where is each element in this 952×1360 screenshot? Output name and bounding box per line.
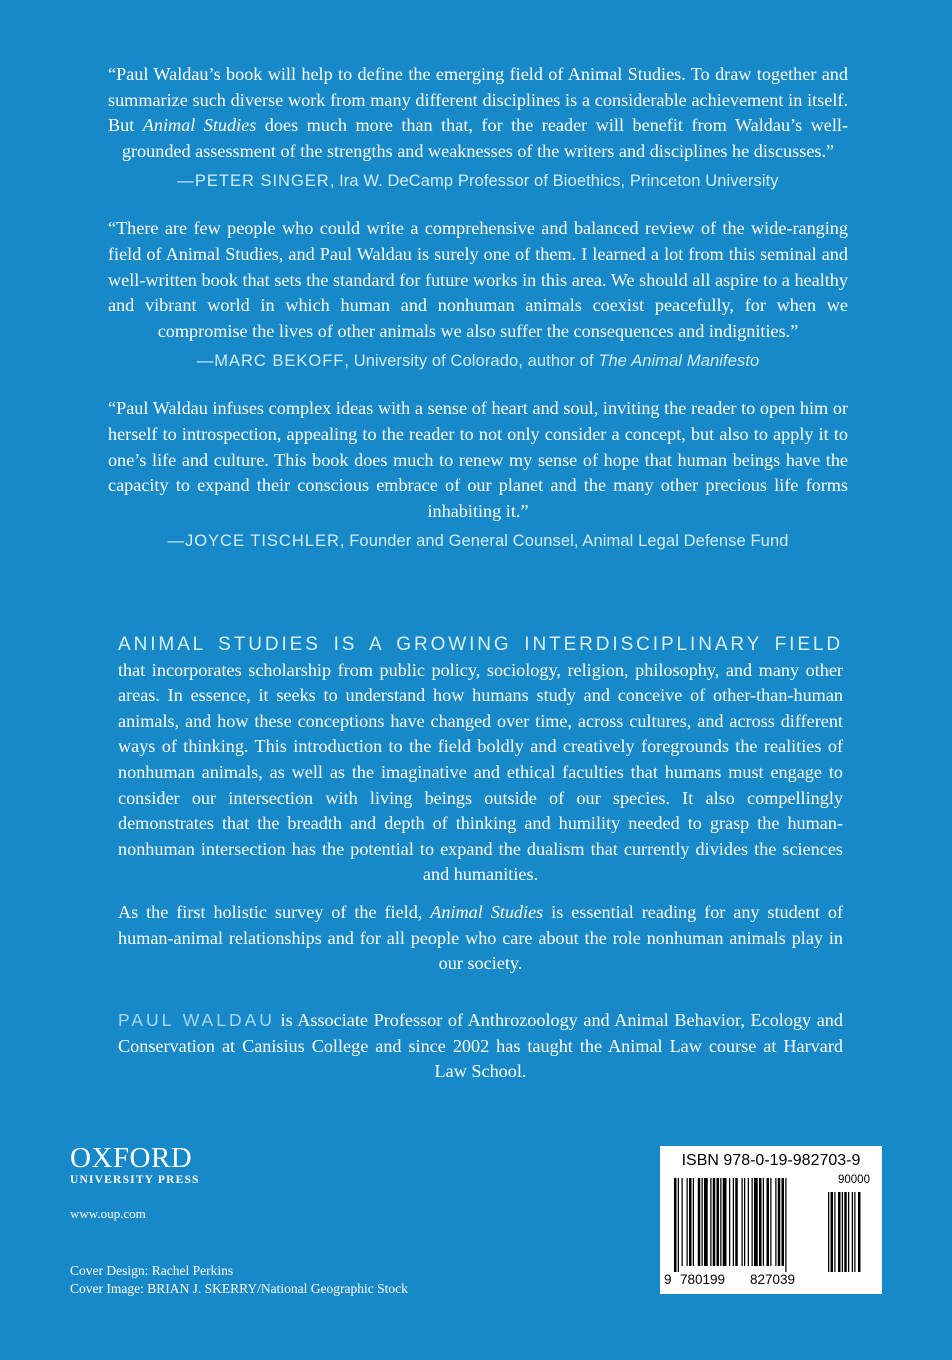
endorsement-attribution — [108, 530, 848, 552]
endorser-affiliation: , Ira W. DeCamp Professor of Bioethics, Princeton University — [329, 172, 779, 191]
barcode-bar — [687, 1178, 688, 1266]
barcode-bar — [767, 1178, 770, 1266]
book-description — [118, 632, 843, 977]
barcode-bar — [775, 1178, 776, 1266]
endorser-name: —JOYCE TISCHLER — [167, 532, 340, 551]
price-code: 90000 — [838, 1174, 870, 1186]
publisher-logo — [70, 1144, 200, 1186]
barcode-bar — [678, 1178, 679, 1272]
endorser-name: —MARC BEKOFF — [196, 352, 345, 371]
barcode-bar — [723, 1178, 727, 1266]
endorser-name: —PETER SINGER — [177, 172, 330, 191]
barcode-digits-right: 827039 — [750, 1272, 796, 1287]
book-title-italic: Animal Studies — [142, 115, 257, 136]
barcode-bar — [717, 1178, 720, 1266]
quote-text: “There are few people who could write a comprehensive and balanced review of the wide-ranging field of Animal Studies, and Paul Waldau is surely one of them. I learned a lot from this seminal and well-written book that sets the standard for future works in this area. We should all aspire to a healthy and vibrant world in which human and nonhuman animals coexist peacefully, for when we compromise the lives of other animals we also suffer the consequences and indignities.” — [108, 218, 848, 341]
barcode-digits-left: 780199 — [680, 1272, 726, 1287]
barcode-bar — [735, 1178, 738, 1266]
barcode-bar — [759, 1178, 762, 1266]
barcode-bar — [698, 1178, 701, 1266]
barcode-bar — [782, 1178, 785, 1266]
author-bio — [118, 1008, 843, 1085]
publisher-subtitle: UNIVERSITY PRESS — [70, 1174, 200, 1186]
barcode-bar — [733, 1178, 734, 1266]
barcode-bar — [720, 1178, 721, 1266]
endorser-work: The Animal Manifesto — [598, 352, 760, 371]
barcode-bar — [682, 1178, 683, 1266]
endorser-affiliation: , University of Colorado, author of — [344, 352, 599, 371]
barcode-addon-bar — [831, 1192, 834, 1272]
author-name: PAUL WALDAU — [118, 1010, 275, 1030]
isbn-barcode — [660, 1146, 882, 1294]
barcode-bar — [748, 1178, 749, 1266]
barcode-bar — [778, 1178, 781, 1266]
barcode-bar — [693, 1178, 694, 1266]
cover-design-credit: Cover Design: Rachel Perkins — [70, 1263, 234, 1278]
barcode-digit-first: 9 — [664, 1272, 672, 1287]
barcode-bar — [742, 1178, 743, 1266]
barcode-bar — [752, 1178, 753, 1266]
barcode-addon-bar — [828, 1192, 829, 1272]
barcode-bar — [710, 1178, 711, 1266]
publisher-url: www.oup.com — [70, 1206, 146, 1221]
barcode-bar — [702, 1178, 703, 1266]
author-bio-text: is Associate Professor of Anthrozoology and Animal Behavior, Ecology and Conservation at Canisius College and since 2002 has taught the Animal Law course at Harvard Law School. — [118, 1010, 843, 1082]
description-text: that incorporates scholarship from public policy, sociology, religion, philosophy, and many other areas. In essence, it seeks to understand how humans study and conceive of other-than-human animals, and how these conceptions have changed over time, across cultures, and across different ways of thinking. This introduction to the field boldly and creatively foregrounds the realities of nonhuman animals, as well as the imaginative and ethical faculties that humans must engage to consider our intersection with living beings outside of our species. It also compellingly demonstrates that the breadth and depth of thinking and humility needed to grasp the human-nonhuman intersection has the potential to expand the dualism that currently divides the sciences and humanities. — [118, 659, 843, 885]
barcode-addon-bar — [854, 1192, 855, 1272]
barcode-bar — [689, 1178, 692, 1266]
barcode-bar — [770, 1178, 771, 1266]
barcode-bar — [729, 1178, 730, 1266]
endorsement-attribution — [108, 170, 848, 192]
description-lead-caps: ANIMAL STUDIES IS A GROWING INTERDISCIPLINARY FIELD — [118, 634, 843, 655]
barcode-bar — [674, 1178, 677, 1272]
barcode-addon-bar — [838, 1192, 841, 1272]
description-paragraph-1 — [118, 632, 843, 888]
description-text: is essential reading for any student of human-animal relationships and for all people who care about the role nonhuman animals play in our society. — [118, 901, 844, 974]
quote-text: does much more than that, for the reader will benefit from Waldau’s well-grounded assessment of the strengths and weaknesses of the writers and disciplines he discusses.” — [121, 115, 849, 161]
barcode-bars — [666, 1178, 878, 1274]
endorser-affiliation: , Founder and General Counsel, Animal Legal Defense Fund — [339, 532, 789, 551]
barcode-addon-bar — [834, 1192, 835, 1272]
barcode-addon-bar — [844, 1192, 847, 1272]
endorsement-quote — [108, 216, 848, 344]
endorsement-tischler — [108, 396, 848, 552]
barcode-bar — [763, 1178, 764, 1266]
barcode-bar — [785, 1178, 786, 1272]
cover-image-credit: Cover Image: BRIAN J. SKERRY/National Geographic Stock — [70, 1281, 408, 1296]
barcode-bar — [744, 1178, 745, 1266]
barcode-addon-bar — [848, 1192, 849, 1272]
quote-text: “Paul Waldau infuses complex ideas with a sense of heart and soul, inviting the reader to open him or herself to introspection, appealing to the reader to not only consider a concept, but also to apply it to one’s life and culture. This book does much to renew my sense of hope that human beings have the capacity to expand their conscious embrace of our planet and the many other precious life forms inhabiting it.” — [108, 398, 848, 521]
cover-credits — [70, 1262, 408, 1298]
barcode-bar — [754, 1178, 758, 1266]
barcode-bar — [713, 1178, 716, 1266]
description-paragraph-2 — [118, 900, 843, 977]
description-text: As the first holistic survey of the field, — [118, 901, 431, 922]
endorsement-bekoff — [108, 216, 848, 372]
endorsement-attribution — [108, 350, 848, 372]
isbn-number: ISBN 978-0-19-982703-9 — [681, 1152, 861, 1169]
quote-text: “Paul Waldau’s book will help to define the emerging field of Animal Studies. To draw together and summarize such diverse work from many different disciplines is a considerable achievement in itself. But — [108, 64, 848, 136]
book-title-italic: Animal Studies — [430, 901, 544, 922]
barcode-addon-bar — [858, 1192, 861, 1272]
barcode-addon-bar — [852, 1192, 853, 1272]
endorsement-singer — [108, 62, 848, 192]
endorsements — [108, 62, 848, 576]
publisher-name: OXFORD — [70, 1142, 193, 1174]
barcode-addon-bar — [842, 1192, 843, 1272]
endorsement-quote — [108, 62, 848, 164]
endorsement-quote — [108, 396, 848, 524]
barcode-bar — [704, 1178, 708, 1266]
